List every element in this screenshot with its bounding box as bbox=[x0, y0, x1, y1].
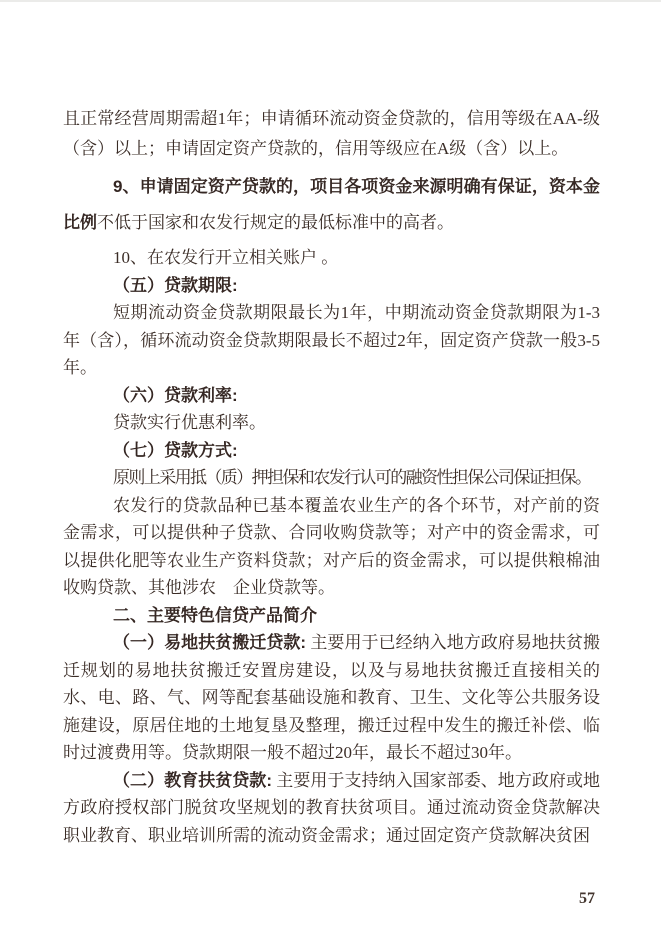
document-body bbox=[63, 104, 600, 849]
body-text-run: 主要用于已经纳入地方政府易地扶贫搬迁规划的易地扶贫搬迁安置房建设，以及与易地扶贫搬迁直接相关的水、电、路、气、网等配套基础设施和教育、卫生、文化等公共服务设施建设，原居住地的土地复垦及整理，搬迁过程中发生的搬迁补偿、临时过渡费用等。贷款期限一般不超过20年，最长不超过30年。 bbox=[63, 633, 600, 762]
body-text-run: 短期流动资金贷款期限最长为1年，中期流动资金贷款期限为1-3年（含），循环流动资金贷款期限最长不超过2年，固定资产贷款一般3-5年。 bbox=[63, 303, 600, 377]
para-loan-coverage bbox=[63, 492, 600, 602]
body-text-run: 农发行的贷款品种已基本覆盖农业生产的各个环节，对产前的资金需求，可以提供种子贷款、合同收购贷款等；对产中的资金需求，可以提供化肥等农业生产资料贷款；对产后的资金需求，可以提供粮棉油收购贷款、其他涉农 企业贷款等。 bbox=[63, 495, 600, 597]
bold-text-run: （二）教育扶贫贷款: bbox=[113, 770, 273, 790]
page-number: 57 bbox=[579, 890, 595, 907]
para-credit-rating-continuation bbox=[63, 104, 600, 164]
para-loan-rate-detail bbox=[63, 409, 600, 437]
bold-text-run: 9、申请固定资产贷款的，项目各项资金来源明确有保证，资本金比例 bbox=[63, 177, 600, 232]
body-text-run: 原则上采用抵（质）押担保和农发行认可的融资性担保公司保证担保。 bbox=[113, 468, 591, 487]
page-top-edge bbox=[0, 0, 661, 2]
bold-text-run: 二、主要特色信贷产品简介 bbox=[113, 605, 317, 625]
heading-loan-term bbox=[63, 272, 600, 300]
body-text-run: 且正常经营周期需超1年；申请循环流动资金贷款的，信用等级在AA-级（含）以上；申请固定资产贷款的，信用等级应在A级（含）以上。 bbox=[63, 109, 600, 158]
para-item-9-capital-requirement bbox=[63, 169, 600, 241]
bold-text-run: （五）贷款期限: bbox=[113, 275, 238, 295]
body-text-run: 贷款实行优惠利率。 bbox=[113, 413, 266, 432]
para-product-2-education-loan bbox=[63, 767, 600, 850]
body-text-run: 10、在农发行开立相关账户 。 bbox=[113, 248, 339, 267]
body-text-run: 不低于国家和农发行规定的最低标准中的高者。 bbox=[97, 213, 454, 232]
para-product-1-relocation-loan bbox=[63, 629, 600, 767]
para-item-10-account-opening bbox=[63, 244, 600, 272]
heading-loan-method bbox=[63, 437, 600, 465]
bold-text-run: （六）贷款利率: bbox=[113, 385, 238, 405]
body-text-run: 主要用于支持纳入国家部委、地方政府或地方政府授权部门脱贫攻坚规划的教育扶贫项目。通过流动资金贷款解决职业教育、职业培训所需的流动资金需求；通过固定资产贷款解决贫困 bbox=[63, 770, 600, 845]
para-loan-method-detail bbox=[63, 464, 600, 492]
bold-text-run: （一）易地扶贫搬迁贷款: bbox=[113, 633, 307, 652]
heading-loan-rate bbox=[63, 382, 600, 410]
heading-section-2-featured-products bbox=[63, 602, 600, 630]
bold-text-run: （七）贷款方式: bbox=[113, 440, 238, 460]
para-loan-term-detail bbox=[63, 299, 600, 382]
